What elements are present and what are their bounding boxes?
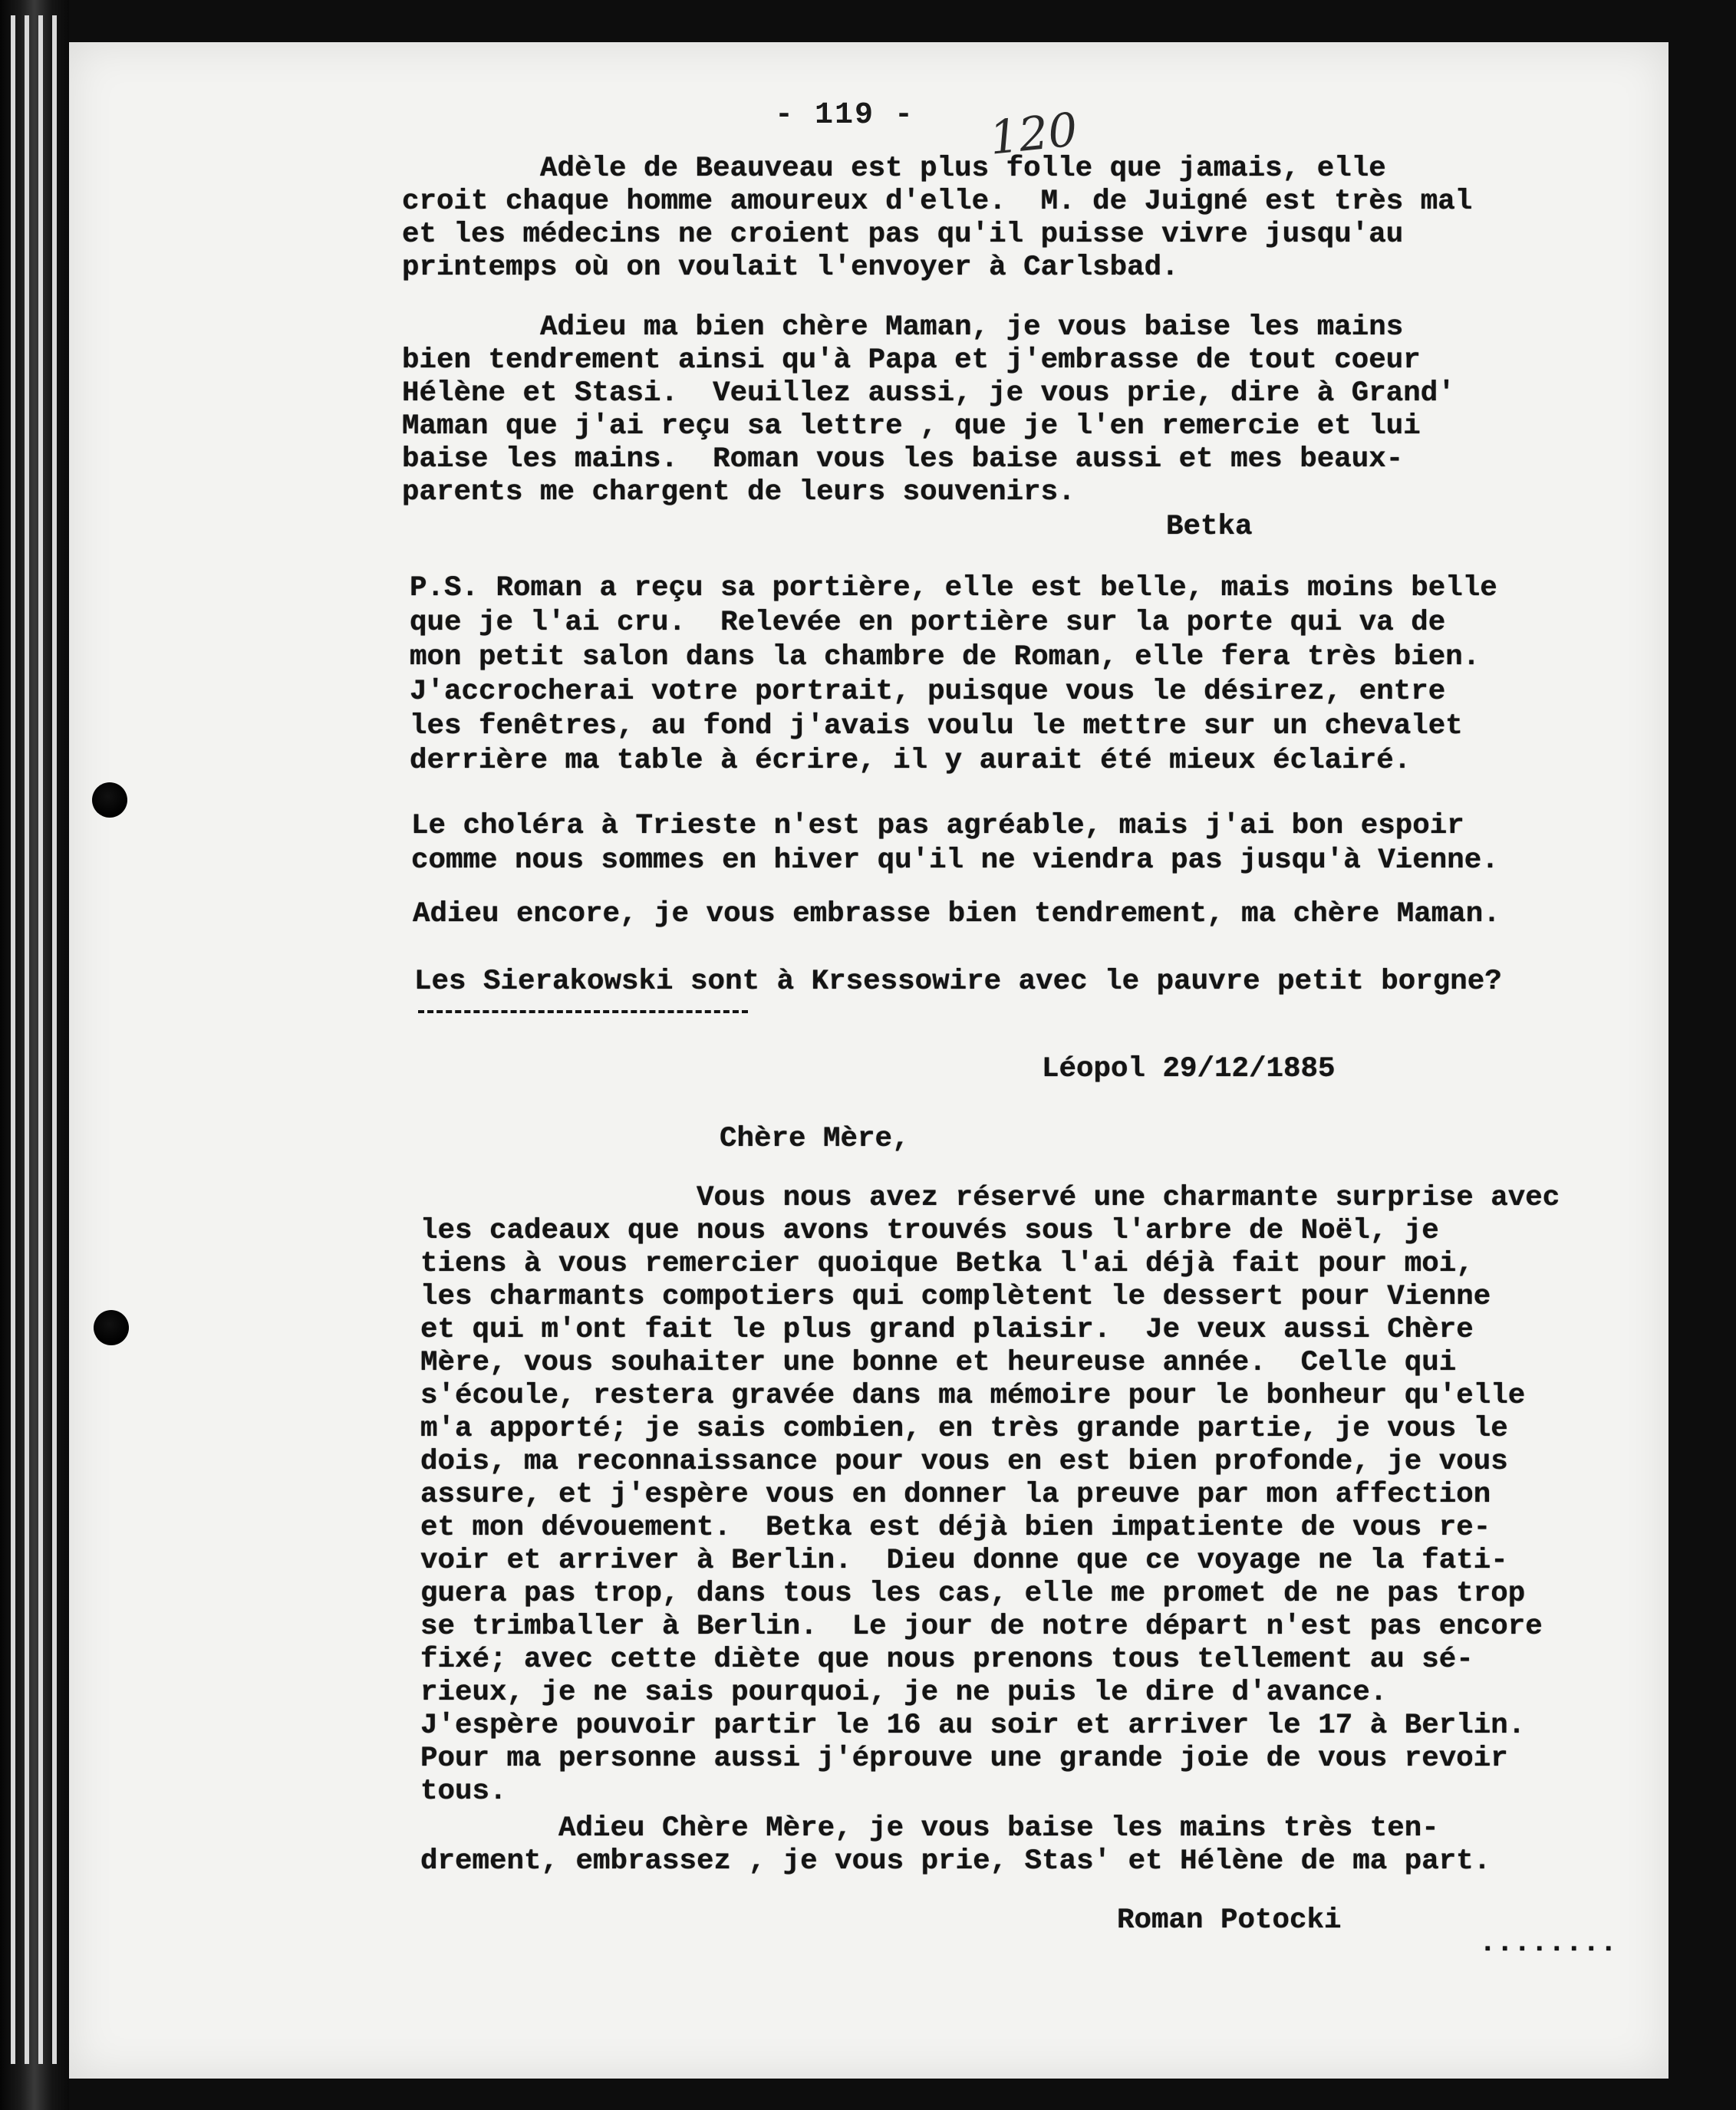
text-line: J'accrocherai votre portrait, puisque vous le désirez, entre [410,676,1446,708]
text-line: les cadeaux que nous avons trouvés sous l'arbre de Noël, je [420,1215,1439,1247]
text-line: Les Sierakowski sont à Krsessowire avec le pauvre petit borgne? [414,966,1502,998]
text-line: mon petit salon dans la chambre de Roman, elle fera très bien. [410,641,1481,673]
text-line: Vous nous avez réservé une charmante surprise avec [420,1182,1560,1214]
text-line: Adieu encore, je vous embrasse bien tendrement, ma chère Maman. [413,898,1500,930]
separator-line [418,1010,748,1013]
text-line: assure, et j'espère vous en donner la preuve par mon affection [420,1479,1491,1511]
text-line: derrière ma table à écrire, il y aurait été mieux éclairé. [410,745,1412,777]
text-line: dois, ma reconnaissance pour vous en est bien profonde, je vous [420,1446,1508,1478]
text-line: Mère, vous souhaiter une bonne et heureuse année. Celle qui [420,1347,1457,1379]
text-line: baise les mains. Roman vous les baise aussi et mes beaux- [402,443,1404,476]
text-line: tous. [420,1776,507,1808]
text-line: Adieu Chère Mère, je vous baise les mains très ten- [420,1812,1439,1845]
text-line: m'a apporté; je sais combien, en très grande partie, je vous le [420,1413,1508,1445]
salutation: Chère Mère, [720,1123,910,1155]
text-line: guera pas trop, dans tous les cas, elle me promet de ne pas trop [420,1578,1526,1610]
text-line: Adèle de Beauveau est plus folle que jamais, elle [402,153,1386,185]
text-line: les fenêtres, au fond j'avais voulu le mettre sur un chevalet [410,710,1463,742]
handwritten-page-number: 120 [987,103,1080,166]
text-line: croit chaque homme amoureux d'elle. M. de Juigné est très mal [402,186,1473,218]
page-number: - 119 - [775,98,915,133]
signature-roman-potocki: Roman Potocki [1117,1904,1342,1937]
text-line: s'écoule, restera gravée dans ma mémoire pour le bonheur qu'elle [420,1380,1526,1412]
text-line: rieux, je ne sais pourquoi, je ne puis le dire d'avance. [420,1677,1388,1709]
text-line: printemps où on voulait l'envoyer à Carlsbad. [402,252,1179,284]
text-line: bien tendrement ainsi qu'à Papa et j'embrasse de tout coeur [402,344,1421,377]
text-line: tiens à vous remercier quoique Betka l'ai déjà fait pour moi, [420,1248,1474,1280]
text-line: Adieu ma bien chère Maman, je vous baise les mains [402,311,1404,344]
text-line: voir et arriver à Berlin. Dieu donne que ce voyage ne la fati- [420,1545,1508,1577]
signature-betka: Betka [1166,511,1253,543]
text-line: Hélène et Stasi. Veuillez aussi, je vous prie, dire à Grand' [402,377,1455,410]
text-line: et qui m'ont fait le plus grand plaisir. Je veux aussi Chère [420,1314,1474,1346]
text-line: fixé; avec cette diète que nous prenons tous tellement au sé- [420,1644,1474,1676]
text-line: drement, embrassez , je vous prie, Stas' et Hélène de ma part. [420,1845,1491,1878]
text-line: se trimballer à Berlin. Le jour de notre départ n'est pas encore [420,1611,1543,1643]
text-line: les charmants compotiers qui complètent le dessert pour Vienne [420,1281,1491,1313]
text-line: parents me chargent de leurs souvenirs. [402,476,1076,509]
text-line: Maman que j'ai reçu sa lettre , que je l'en remercie et lui [402,410,1421,443]
text-line: P.S. Roman a reçu sa portière, elle est belle, mais moins belle [410,572,1497,604]
text-line: J'espère pouvoir partir le 16 au soir et arriver le 17 à Berlin. [420,1710,1526,1742]
trailing-dots: ........ [1479,1927,1618,1960]
text-line: et les médecins ne croient pas qu'il puisse vivre jusqu'au [402,219,1404,251]
text-line: comme nous sommes en hiver qu'il ne viendra pas jusqu'à Vienne. [411,844,1499,877]
place-date: Léopol 29/12/1885 [1042,1053,1336,1085]
text-line: Pour ma personne aussi j'éprouve une grande joie de vous revoir [420,1743,1508,1775]
text-line: que je l'ai cru. Relevée en portière sur la porte qui va de [410,607,1446,639]
text-line: Le choléra à Trieste n'est pas agréable, mais j'ai bon espoir [411,810,1464,842]
text-line: et mon dévouement. Betka est déjà bien impatiente de vous re- [420,1512,1491,1544]
